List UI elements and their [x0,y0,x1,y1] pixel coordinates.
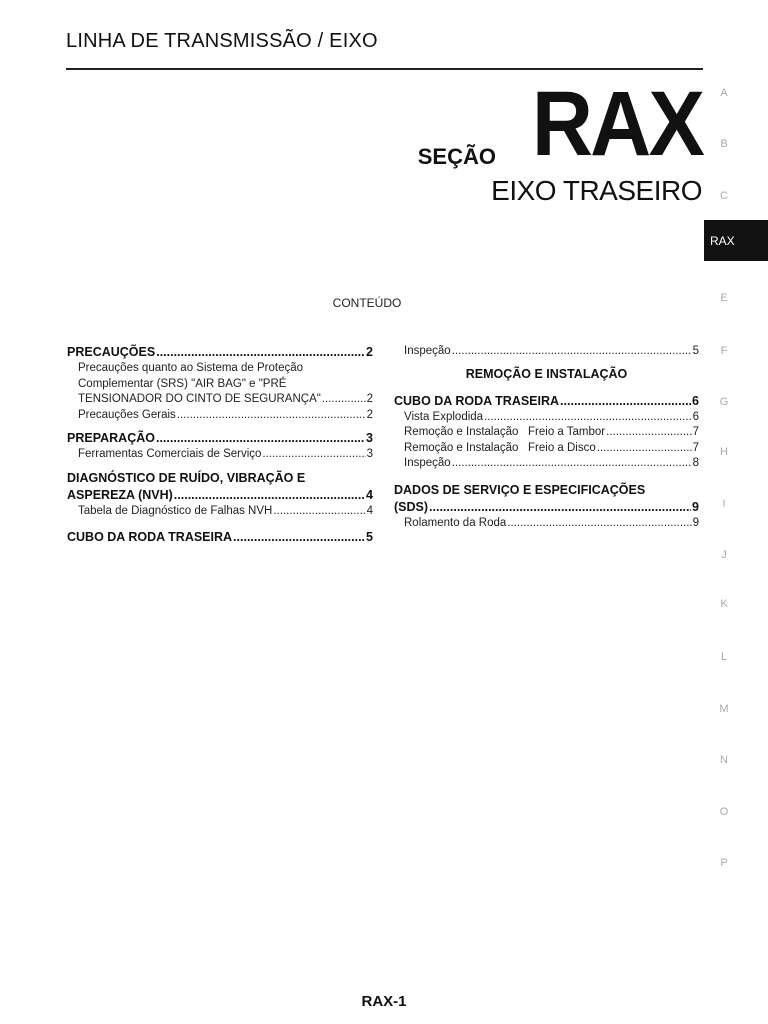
section-code: RAX [531,73,702,175]
toc-right-column [394,344,699,531]
toc-entry-title: Inspeção [404,345,451,357]
dot-leader [156,344,365,361]
index-tab-m[interactable]: M [719,703,729,715]
toc-entry-precaucoes-gerais[interactable] [67,408,373,424]
toc-group-heading: REMOÇÃO E INSTALAÇÃO [465,366,628,381]
toc-page-number: 4 [366,487,373,502]
index-tab-a[interactable]: A [720,87,728,99]
index-tab-h[interactable]: H [720,446,728,458]
toc-entry-line: DIAGNÓSTICO DE RUÍDO, VIBRAÇÃO E [67,470,306,485]
dot-leader [606,425,691,441]
toc-page-number: 4 [366,504,373,517]
toc-entry-title: PRECAUÇÕES [67,345,156,359]
toc-entry-cubo-roda[interactable] [67,529,373,546]
toc-page-number: 9 [692,516,699,529]
header-divider [66,68,703,70]
dot-leader [452,344,692,360]
toc-entry-precaucoes[interactable] [67,344,373,361]
toc-entry-cubo-roda-traseira[interactable] [394,393,699,410]
dot-leader [507,516,691,532]
toc-entry-inspecao-top[interactable] [394,344,699,360]
toc-page-number: 6 [692,393,699,408]
toc-entry-line: (SDS) [394,499,429,514]
toc-page-number: 2 [366,408,373,421]
dot-leader [177,408,366,424]
toc-page-number: 2 [366,393,373,405]
contents-heading: CONTEÚDO [332,296,402,310]
dot-leader [233,529,365,546]
dot-leader [484,410,692,426]
section-name: EIXO TRASEIRO [491,175,702,206]
dot-leader [174,487,365,504]
dot-leader [452,456,692,472]
dot-leader [262,447,365,463]
toc-page-number: 3 [366,431,373,445]
index-tab-c[interactable]: C [720,190,728,202]
toc-page-number: 5 [366,530,373,544]
toc-entry-srs[interactable] [67,361,373,408]
toc-entry-nvh[interactable] [67,470,373,504]
index-tab-p[interactable]: P [720,857,728,869]
index-tab-j[interactable]: J [721,549,727,561]
index-tab-rax-active[interactable]: RAX [704,220,768,261]
dot-leader [322,392,366,408]
toc-entry-inspecao[interactable] [394,456,699,472]
section-index-tabs [704,0,768,1024]
toc-page-number: 8 [692,457,699,469]
toc-page-number: 7 [692,426,699,438]
toc-page-number: 7 [692,441,699,454]
toc-entry-sds[interactable] [394,482,699,516]
toc-entry-title: Tabela de Diagnóstico de Falhas NVH [78,504,273,517]
toc-entry-line: ASPEREZA (NVH) [67,487,173,502]
toc-entry-remocao-tambor[interactable] [394,425,699,441]
index-tab-l[interactable]: L [720,651,728,663]
toc-entry-title: Remoção e Instalação Freio a Disco [404,441,596,454]
header-title: LINHA DE TRANSMISSÃO / EIXO [66,30,378,52]
toc-entry-title: CUBO DA RODA TRASEIRA [67,530,233,544]
page-number: RAX-1 [361,993,407,1010]
dot-leader [560,393,691,410]
dot-leader [597,441,692,457]
dot-leader [429,499,691,516]
toc-entry-line: TENSIONADOR DO CINTO DE SEGURANÇA" [78,393,321,405]
toc-page-number: 5 [692,345,699,357]
dot-leader [156,430,365,447]
toc-entry-vista-explodida[interactable] [394,410,699,426]
index-tab-n[interactable]: N [720,754,728,766]
toc-page-number: 6 [692,410,699,423]
toc-entry-line: Precauções quanto ao Sistema de Proteção [78,362,304,374]
toc-entry-title: Remoção e Instalação Freio a Tambor [404,426,606,438]
toc-entry-title: Vista Explodida [404,410,484,423]
index-tab-k[interactable]: K [720,598,728,610]
index-tab-o[interactable]: O [719,806,729,818]
toc-page-number: 9 [692,499,699,514]
index-tab-i[interactable]: I [722,498,726,510]
toc-entry-remocao-disco[interactable] [394,441,699,457]
index-tab-f[interactable]: F [720,345,728,357]
section-label: SEÇÃO [417,144,496,169]
dot-leader [273,504,365,520]
toc-entry-title: Inspeção [404,457,451,469]
index-tab-e[interactable]: E [720,292,728,304]
toc-entry-line: Complementar (SRS) "AIR BAG" e "PRÉ [78,377,287,390]
toc-entry-line: DADOS DE SERVIÇO E ESPECIFICAÇÕES [394,482,646,497]
index-tab-b[interactable]: B [720,138,728,150]
toc-entry-title: PREPARAÇÃO [67,431,155,445]
toc-left-column [67,344,373,546]
toc-entry-title: Precauções Gerais [78,408,176,421]
toc-entry-title: CUBO DA RODA TRASEIRA [394,393,560,408]
toc-entry-preparacao[interactable] [67,430,373,447]
toc-page-number: 2 [366,345,373,359]
toc-entry-ferramentas[interactable] [67,447,373,463]
toc-page-number: 3 [366,448,373,460]
index-tab-g[interactable]: G [719,396,729,408]
toc-entry-title: Rolamento da Roda [404,516,507,529]
toc-entry-title: Ferramentas Comerciais de Serviço [78,448,262,460]
toc-entry-tabela-nvh[interactable] [67,504,373,520]
toc-entry-rolamento[interactable] [394,516,699,532]
